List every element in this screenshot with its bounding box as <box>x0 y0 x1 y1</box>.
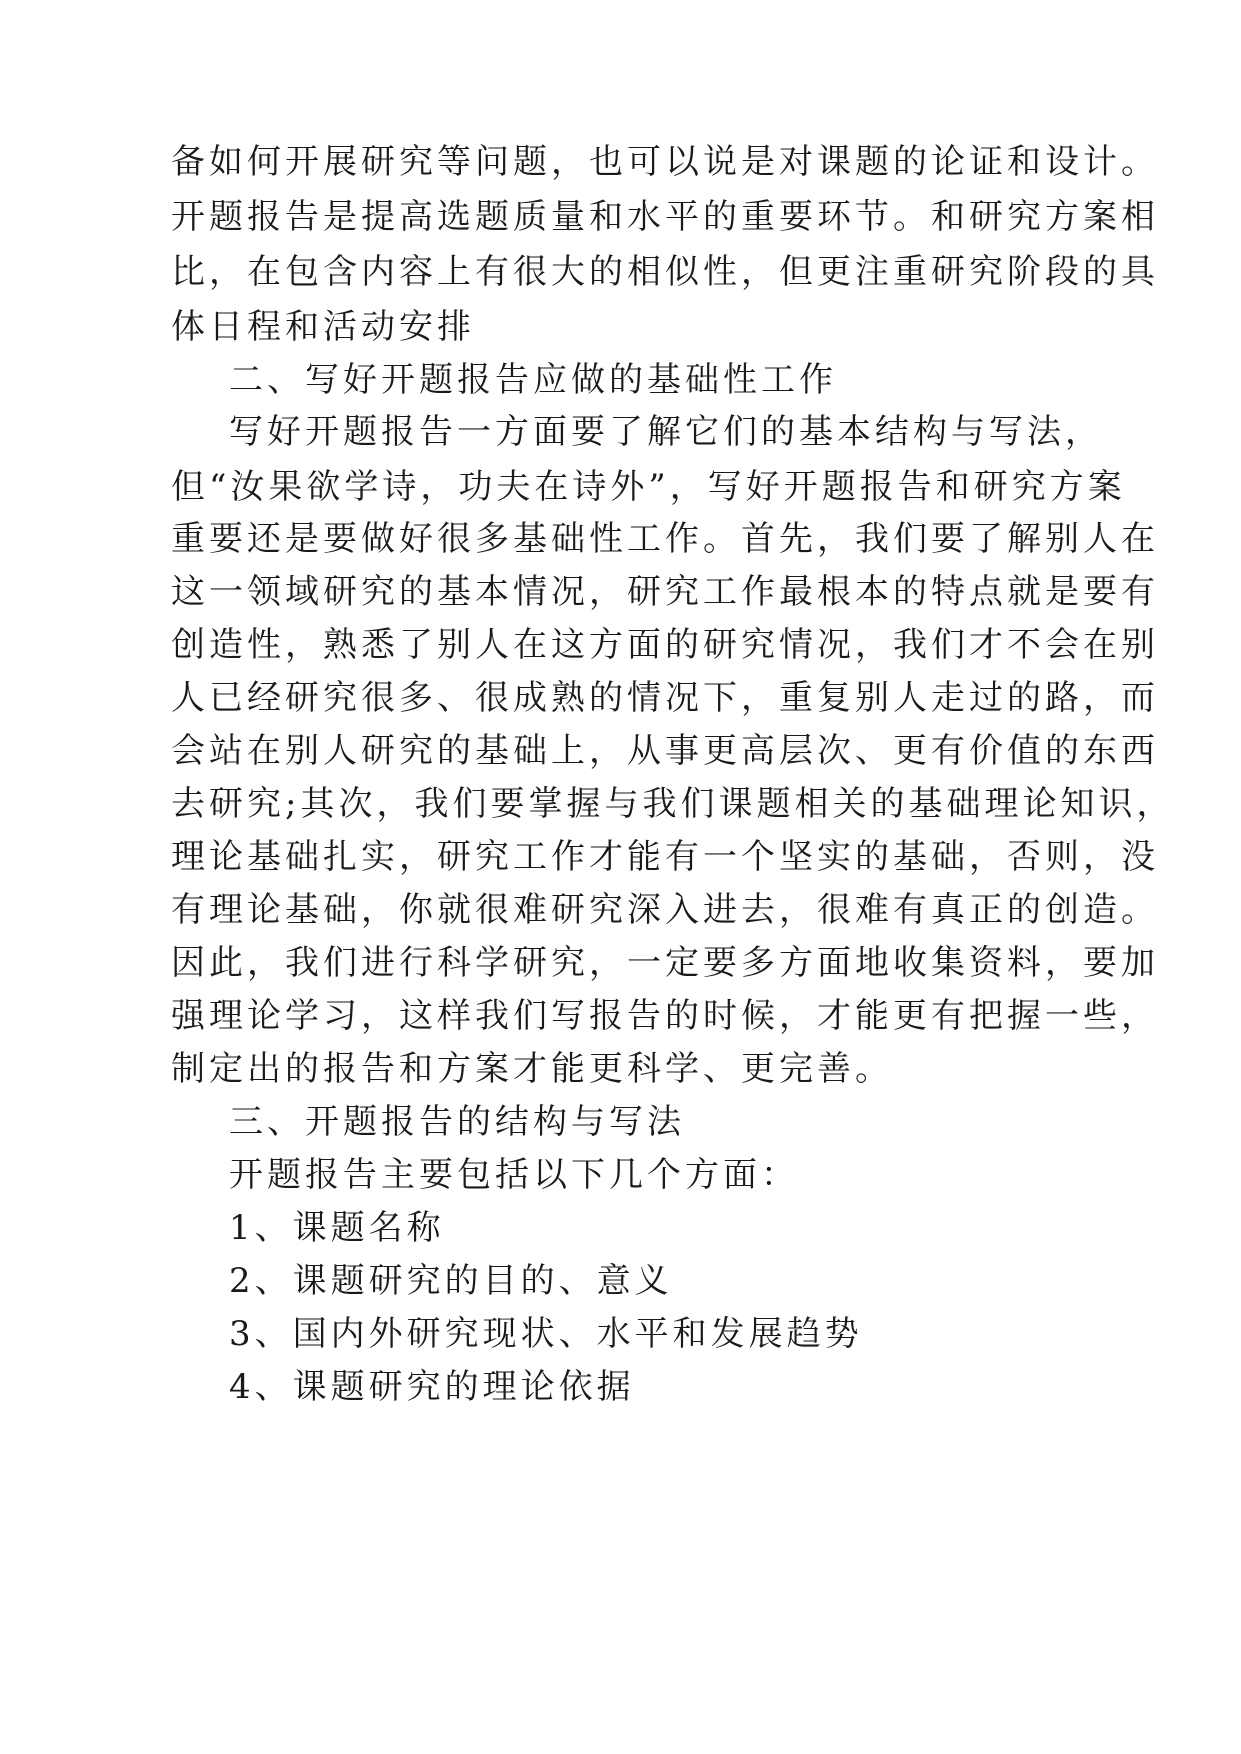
text-line: 但“汝果欲学诗，功夫在诗外”，写好开题报告和研究方案 <box>171 467 1126 507</box>
text-line: 强理论学习，这样我们写报告的时候，才能更有把握一些， <box>171 996 1159 1036</box>
text-line: 制定出的报告和方案才能更科学、更完善。 <box>171 1049 893 1089</box>
text-line: 这一领域研究的基本情况，研究工作最根本的特点就是要有 <box>171 572 1159 612</box>
text-line: 去研究;其次，我们要掌握与我们课题相关的基础理论知识， <box>171 784 1175 824</box>
text-line: 会站在别人研究的基础上，从事更高层次、更有价值的东西 <box>171 731 1159 771</box>
list-item: 2、课题研究的目的、意义 <box>229 1261 673 1301</box>
text-line: 开题报告是提高选题质量和水平的重要环节。和研究方案相 <box>171 197 1159 237</box>
text-line: 创造性，熟悉了别人在这方面的研究情况，我们才不会在别 <box>171 625 1159 665</box>
text-line: 体日程和活动安排 <box>171 307 475 347</box>
text-line: 理论基础扎实，研究工作才能有一个坚实的基础，否则，没 <box>171 837 1159 877</box>
list-item: 3、国内外研究现状、水平和发展趋势 <box>229 1314 863 1354</box>
text-line: 因此，我们进行科学研究，一定要多方面地收集资料，要加 <box>171 943 1159 983</box>
text-line: 备如何开展研究等问题，也可以说是对课题的论证和设计。 <box>171 142 1159 182</box>
text-line: 重要还是要做好很多基础性工作。首先，我们要了解别人在 <box>171 519 1159 559</box>
text-line: 比，在包含内容上有很大的相似性，但更注重研究阶段的具 <box>171 252 1159 292</box>
list-item: 1、课题名称 <box>229 1208 445 1248</box>
text-line: 人已经研究很多、很成熟的情况下，重复别人走过的路，而 <box>171 678 1159 718</box>
section-heading: 二、写好开题报告应做的基础性工作 <box>229 360 837 400</box>
paragraph-first-line: 写好开题报告一方面要了解它们的基本结构与写法， <box>229 412 1103 452</box>
paragraph-first-line: 开题报告主要包括以下几个方面： <box>229 1155 799 1195</box>
section-heading: 三、开题报告的结构与写法 <box>229 1102 685 1142</box>
text-line: 有理论基础，你就很难研究深入进去，很难有真正的创造。 <box>171 890 1159 930</box>
list-item: 4、课题研究的理论依据 <box>229 1367 635 1407</box>
